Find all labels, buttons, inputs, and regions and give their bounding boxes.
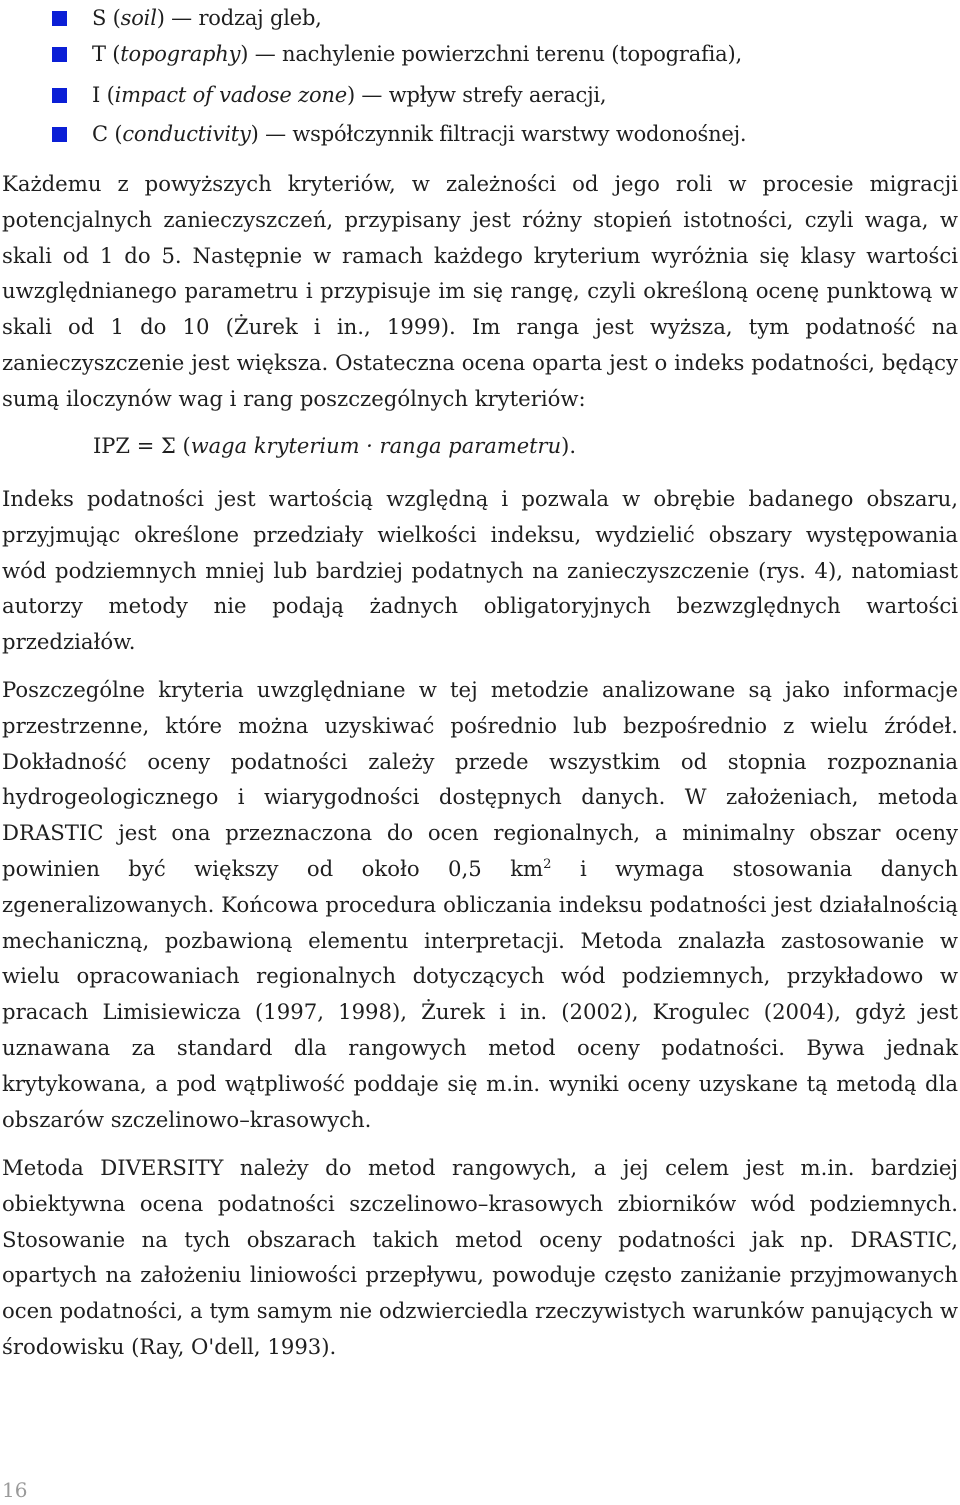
bullet-prefix: S ( bbox=[92, 6, 121, 30]
bullet-term: conductivity bbox=[122, 122, 251, 146]
list-item bbox=[52, 34, 742, 74]
paragraph-drastic-criteria: Poszczególne kryteria uwzględniane w tej metodzie analizowane są jako informacje przestrzenne, które można uzyskiwać pośrednio lub bezpośrednio z wielu źródeł. Dokładność oceny podatności zależy przede wszystkim od stopnia rozpoznania hydrogeologicznego i wiarygodności dostępnych danych. W założeniach, metoda DRASTIC jest ona przeznaczona do ocen regionalnych, a minimalny obszar oceny powinien być większy od około 0,5 $km^2$ i wymaga stosowania danych zgeneralizowanych. Końcowa procedura obliczania indeksu podatności jest działalnością mechaniczną, pozbawioną elementu interpretacji. Metoda znalazła zastosowanie w wielu opracowaniach regionalnych dotyczących wód podziemnych, przykładowo w pracach Limisiewicza (1997, 1998), Żurek i in. (2002), Krogulec (2004), gdyż jest uznawana za standard dla rangowych metod oceny podatności. Bywa jednak krytykowana, a pod wątpliwość poddaje się m.in. wyniki oceny uzyskane tą metodą dla obszarów szczelinowo–krasowych. bbox=[2, 677, 958, 1132]
paragraph-index-meaning: Indeks podatności jest wartością względną i pozwala w obrębie badanego obszaru, przyjmując określone przedziały wielkości indeksu, wydzielić obszary występowania wód podziemnych mniej lub bardziej podatnych na zanieczyszczenie (rys. 4), natomiast autorzy metody nie podają żadnych obligatoryjnych bezwzględnych wartości przedziałów. bbox=[2, 486, 958, 655]
formula-expression: waga kryterium · ranga parametru bbox=[190, 434, 562, 458]
page-number: 16 bbox=[2, 1478, 28, 1502]
bullet-term: soil bbox=[120, 6, 157, 30]
bullet-description: ) — współczynnik filtracji warstwy wodonośnej. bbox=[250, 122, 747, 146]
bullet-square-icon bbox=[52, 47, 67, 62]
bullet-prefix: I ( bbox=[92, 83, 115, 107]
ipz-formula bbox=[93, 434, 576, 458]
paragraph-weights-ranks: Każdemu z powyższych kryteriów, w zależności od jego roli w procesie migracji potencjalnych zanieczyszczeń, przypisany jest różny stopień istotności, czyli waga, w skali od 1 do 5. Następnie w ramach każdego kryterium wyróżnia się klasy wartości uwzględnianego parametru i przypisuje im się rangę, czyli określoną ocenę punktową w skali od 1 do 10 (Żurek i in., 1999). Im ranga jest wyższa, tym podatność na zanieczyszczenie jest większa. Ostateczna ocena oparta jest o indeks podatności, będący sumą iloczynów wag i rang poszczególnych kryteriów: bbox=[2, 171, 958, 411]
bullet-description: ) — rodzaj gleb, bbox=[156, 6, 322, 30]
bullet-term: topography bbox=[120, 42, 241, 66]
paragraph-diversity-method: Metoda DIVERSITY należy do metod rangowych, a jej celem jest m.in. bardziej obiektywna ocena podatności szczelinowo–krasowych zbiorników wód podziemnych. Stosowanie na tych obszarach takich metod oceny podatności jak np. DRASTIC, opartych na założeniu liniowości przepływu, powoduje często zaniżanie przyjmowanych ocen podatności, a tym samym nie odzwierciedla rzeczywistych warunków panujących w środowisku (Ray, O'dell, 1993). bbox=[2, 1155, 958, 1359]
bullet-prefix: T ( bbox=[92, 42, 121, 66]
bullet-term: impact of vadose zone bbox=[114, 83, 347, 107]
bullet-prefix: C ( bbox=[92, 122, 123, 146]
formula-suffix: ). bbox=[561, 434, 576, 458]
bullet-description: ) — wpływ strefy aeracji, bbox=[346, 83, 607, 107]
bullet-description: ) — nachylenie powierzchni terenu (topografia), bbox=[240, 42, 742, 66]
list-item bbox=[52, 114, 746, 154]
bullet-square-icon bbox=[52, 127, 67, 142]
list-item bbox=[52, 0, 322, 38]
formula-prefix: IPZ = Σ ( bbox=[93, 434, 191, 458]
bullet-square-icon bbox=[52, 88, 67, 103]
superscript: 2 bbox=[543, 856, 552, 872]
list-item bbox=[52, 75, 606, 115]
bullet-square-icon bbox=[52, 11, 67, 26]
